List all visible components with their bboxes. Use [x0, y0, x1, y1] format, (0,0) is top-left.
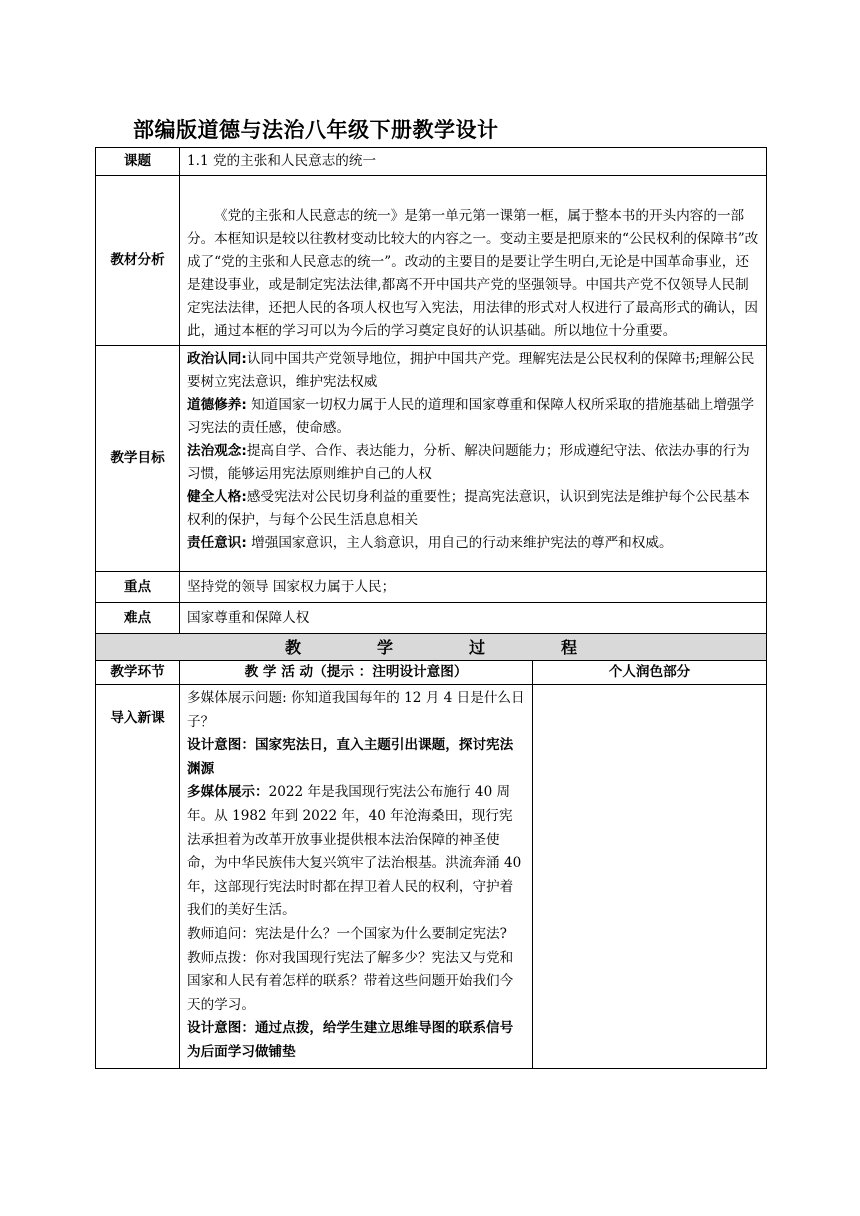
col-header-notes: 个人润色部分 — [533, 661, 767, 685]
col-header-stage: 教学环节 — [96, 661, 180, 685]
analysis-label: 教材分析 — [96, 176, 180, 346]
activity-line: 教师点拨：你对我国现行宪法了解多少？宪法又与党和国家和人民有着怎样的联系？带着这些问题开始我们今天的学习。 — [187, 949, 514, 1013]
topic-row — [96, 148, 767, 176]
topic-label: 课题 — [96, 148, 180, 176]
personal-notes-cell — [533, 685, 767, 1069]
design-intent: 设计意图：通过点拨，给学生建立思维导图的联系信号为后面学习做铺垫 — [187, 1020, 514, 1060]
process-column-headers — [96, 661, 767, 685]
difficulty-row — [96, 603, 767, 634]
lesson-plan-table — [95, 147, 767, 1069]
activity-content — [180, 685, 533, 1069]
col-header-activity: 教 学 活 动（提示 ：注明设计意图） — [180, 661, 533, 685]
intro-stage-row — [96, 685, 767, 1069]
key-point-label: 重点 — [96, 572, 180, 603]
goals-row — [96, 346, 767, 572]
topic-value: 1.1 党的主张和人民意志的统一 — [180, 148, 767, 176]
process-heading-row — [96, 634, 767, 661]
goal-item: 健全人格:感受宪法对公民切身利益的重要性；提高宪法意识，认识到宪法是维护每个公民基本权利的保护，与每个公民生活息息相关 — [187, 489, 750, 528]
stage-label: 导入新课 — [96, 685, 180, 1069]
goal-item: 法治观念:提高自学、合作、表达能力，分析、解决问题能力；形成遵纪守法、依法办事的行为习惯，能够运用宪法原则维护自己的人权 — [187, 443, 750, 482]
analysis-text: 《党的主张和人民意志的统一》是第一单元第一课第一框，属于整本书的开头内容的一部分。本框知识是较以往教材变动比较大的内容之一。变动主要是把原来的“公民权利的保障书”改成了“党的主张和人民意志的统一”。改动的主要目的是要让学生明白,无论是中国革命事业，还是建设事业，或是制定宪法法律,都离不开中国共产党的坚强领导。中国共产党不仅领导人民制定宪法法律，还把人民的各项人权也写入宪法，用法律的形式对人权进行了最高形式的确认，因此，通过本框的学习可以为今后的学习奠定良好的认识基础。所以地位十分重要。 — [180, 176, 767, 346]
activity-line: 教师追问：宪法是什么？一个国家为什么要制定宪法? — [187, 925, 507, 942]
key-point-row — [96, 572, 767, 603]
design-intent: 设计意图：国家宪法日，直入主题引出课题，探讨宪法渊源 — [187, 737, 514, 777]
analysis-row — [96, 176, 767, 346]
document-title: 部编版道德与法治八年级下册教学设计 — [133, 118, 499, 142]
difficulty-value: 国家尊重和保障人权 — [180, 603, 767, 634]
key-point-value: 坚持党的领导 国家权力属于人民； — [180, 572, 767, 603]
goal-item: 政治认同:认同中国共产党领导地位，拥护中国共产党。理解宪法是公民权利的保障书;理解公民要树立宪法意识，维护宪法权威 — [187, 351, 755, 390]
goals-label: 教学目标 — [96, 346, 180, 572]
difficulty-label: 难点 — [96, 603, 180, 634]
goals-list — [180, 346, 767, 572]
process-heading: 教 学 过 程 — [96, 634, 767, 661]
activity-line: 多媒体展示问题: 你知道我国每年的 12 月 4 日是什么日子？ — [187, 690, 525, 730]
goal-item: 道德修养: 知道国家一切权力属于人民的道理和国家尊重和保障人权所采取的措施基础上增强学习宪法的责任感，使命感。 — [187, 397, 755, 436]
goal-item: 责任意识: 增强国家意识，主人翁意识，用自己的行动来维护宪法的尊严和权威。 — [187, 535, 673, 551]
activity-line: 多媒体展示：2022 年是我国现行宪法公布施行 40 周年。从 1982 年到 2022 年，40 年沧海桑田，现行宪法承担着为改革开放事业提供根本法治保障的神圣使命，为中华民族伟大复兴筑牢了法治根基。洪流奔涌 40 年，这部现行宪法时时都在捍卫着人民的权利，守护着我们的美好生活。 — [187, 784, 522, 919]
